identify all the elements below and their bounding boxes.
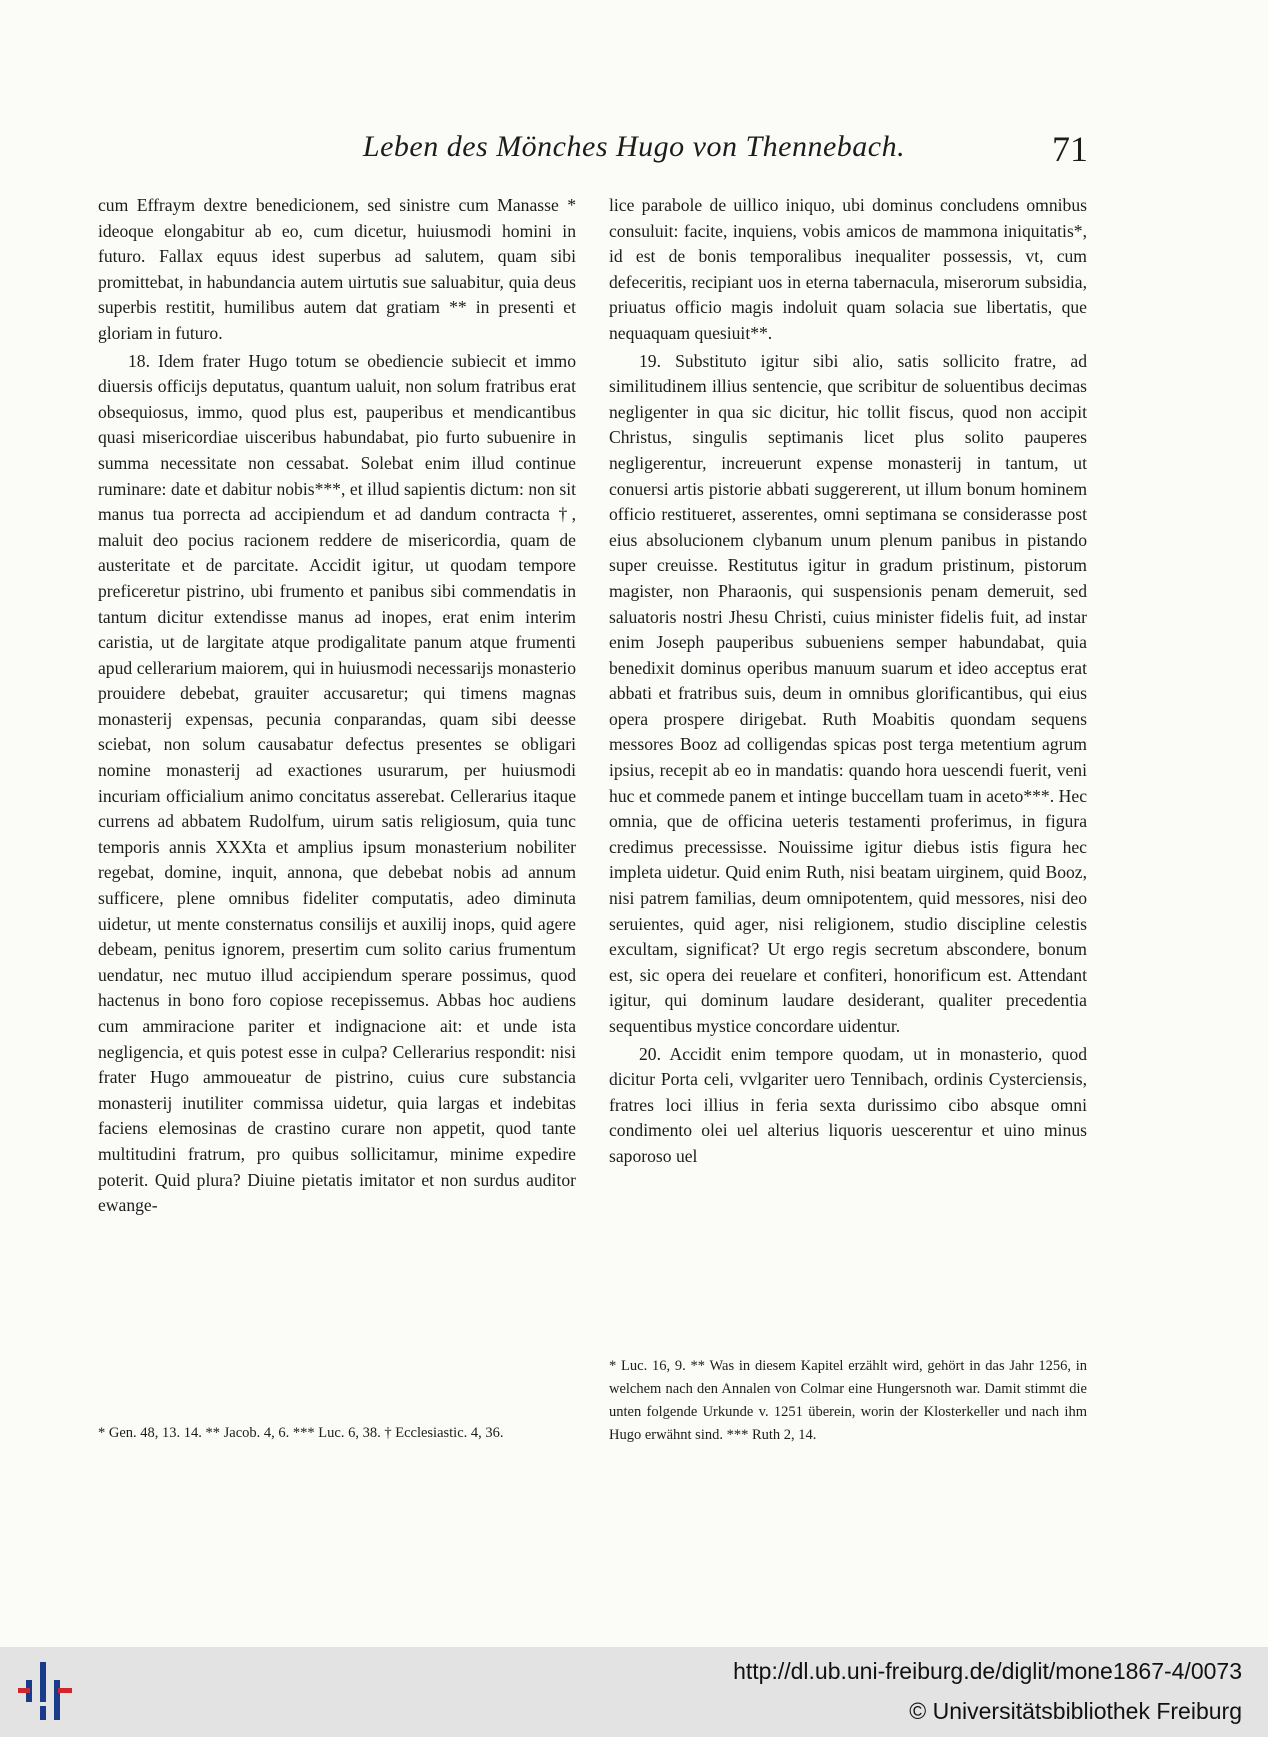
footnotes-right: * Luc. 16, 9. ** Was in diesem Kapitel erzählt wird, gehört in das Jahr 1256, in welchem nach den Annalen von Colmar eine Hungersnoth war. Damit stimmt die unten folgende Urkunde v. 1251 überein, worin der Klosterkeller und nach ihm Hugo erwähnt sind. *** Ruth 2, 14. — [609, 1358, 1087, 1443]
footnotes-left: * Gen. 48, 13. 14. ** Jacob. 4, 6. *** Luc. 6, 38. † Ecclesiastic. 4, 36. — [98, 1425, 504, 1441]
logo-bar — [40, 1662, 46, 1702]
source-url-link[interactable]: http://dl.ub.uni-freiburg.de/diglit/mone1867-4/0073 — [733, 1658, 1242, 1684]
logo-dash — [18, 1688, 30, 1693]
library-logo-icon — [18, 1658, 78, 1724]
paragraph-20: 20. Accidit enim tempore quodam, ut in monasterio, quod dicitur Porta celi, vvlgariter uero Tennibach, ordinis Cysterciensis, fratres loci illius in feria sexta durissimo cibo absque omni condimento olei uel alterius liquoris uescerentur et uino minus saporoso uel — [609, 1043, 1087, 1166]
left-column — [98, 193, 576, 1219]
page-header-title: Leben des Mönches Hugo von Thennebach. — [362, 130, 906, 163]
paragraph: cum Effraym dextre benedicionem, sed sinistre cum Manasse * ideoque elongabitur ab eo, cum dicetur, huiusmodi homini in futuro. Fallax equus idest superbus ad salutem, quam sibi promittebat, in habundancia autem uirtutis sue saluabitur, quia deus superbis restitit, humilibus autem dat gratiam ** in presenti et gloriam in futuro. — [98, 195, 576, 343]
right-column — [609, 193, 1087, 1170]
logo-bar — [54, 1680, 60, 1720]
logo-bar — [40, 1706, 46, 1720]
paragraph: lice parabole de uillico iniquo, ubi dominus concludens omnibus consuluit: facite, inquiens, vobis amicos de mammona iniquitatis*, id est de bonis temporalibus inequaliter possessis, vt, cum defeceritis, recipiant uos in eterna tabernacula, miserorum subsidia, priuatus officio magis indoluit quam solacia sue libertatis, que nequaquam quesiuit**. — [609, 195, 1087, 343]
logo-dash — [58, 1688, 72, 1693]
page-number: 71 — [1052, 129, 1088, 169]
paragraph-18: 18. Idem frater Hugo totum se obediencie subiecit et immo diuersis officijs deputatus, quantum ualuit, non solum fratribus erat obsequiosus, immo, quod plus est, pauperibus et mendicantibus quasi misericordiae uisceribus habundabat, pio furto subuenire in summa necessitate non cessabat. Solebat enim illud continue ruminare: date et dabitur nobis***, et illud sapientis dictum: non sit manus tua porrecta ad accipiendum et ad dandum contracta †, maluit deo pocius racionem reddere de misericordia, quam de austeritate et de parcitate. Accidit igitur, ut quodam tempore preficeretur pistrino, ubi frumento et panibus sibi commendatis in tantum dicitur extendisse manus ad inopes, erat enim interim caristia, ut de largitate atque prodigalitate panum atque frumenti apud cellerarium maiorem, qui in huiusmodi necessarijs monasterio prouidere debebat, grauiter accusaretur; qui timens magnas monasterij expensas, pecunia conparandas, quam sibi deesse sciebat, non solum causabatur defectus presentes se obligari nomine monasterij ad exactiones usurarum, per huiusmodi incuriam officialium animo concitatus asserebat. Cellerarius itaque currens ad abbatem Rudolfum, uirum satis religiosum, quia tunc temporis annis XXXta et amplius ipsum monasterium nobiliter regebat, domine, inquit, annona, que debebat nobis ad annum sufficere, plene omnibus fideliter computatis, adeo diminuta uidetur, ut mente consternatus consilijs et auxilij inops, quid agere debeam, penitus ignorem, presertim cum solito carius frumentum uendatur, nec mutuo illud accipiendum sperare possimus, quod hactenus in bono foro copiose recepissemus. Abbas hoc audiens cum ammiracione pariter et indignacione ait: et unde ista negligencia, et quis potest esse in culpa? Cellerarius respondit: nisi frater Hugo ammoueatur de pistrino, cuius cure substancia monasterij inutiliter commissa uidetur, quia largas et indebitas faciens elemosinas de crastino curare non appetit, quod tante multitudini fratrum, pro quibus sollicitamur, minime expedire poterit. Quid plura? Diuine pietatis imitator et non surdus auditor ewange- — [98, 350, 576, 1216]
copyright-text: © Universitätsbibliothek Freiburg — [909, 1698, 1242, 1724]
paragraph-19: 19. Substituto igitur sibi alio, satis sollicito fratre, ad similitudinem illius sentencie, que scribitur de soluentibus decimas negligenter in qua sic dicitur, hic tollit fiscus, quod non accipit Christus, singulis septimanis licet plus solito pauperes negligerentur, increuerunt expense monasterij in tantum, ut conuersi artis pistorie abbati suggererent, ut illum bonum hominem officio restitueret, asserentes, omni septimana se considerasse post eius absolucionem clybanum unum plenum panibus in pistando super creuisse. Restitutus igitur in gradum pristinum, pistorum magister, non Pharaonis, qui suspensionis penam demeruit, sed saluatoris nostri Jhesu Christi, cuius minister fidelis fuit, ad instar enim Joseph pauperibus subueniens semper habundabat, quia benedixit dominus operibus manuum suarum et ideo acceptus erat abbati et fratribus suis, deum in omnibus glorificantibus, qui eius opera prospere dirigebat. Ruth Moabitis quondam sequens messores Booz ad colligendas spicas post terga metentium agrum ipsius, recepit ab eo in mandatis: quando hora uescendi fuerit, veni huc et commede panem et intinge buccellam tuam in aceto***. Hec omnia, que de officina ueteris testamenti proferimus, in figura credimus precessisse. Nouissime igitur diebus istis figura hec impleta uidetur. Quid enim Ruth, nisi beatam uirginem, quid Booz, nisi patrem familias, deum omnipotentem, quid messores, nisi deo seruientes, quid ager, nisi religionem, studio discipline celestis excultam, significat? Ut ergo regis secretum abscondere, bonum est, sic opera dei reuelare et confiteri, honorificum est. Attendant igitur, qui dominum laudare desiderant, qualiter precedentia sequentibus mystice concordare uidentur. — [609, 350, 1087, 1036]
